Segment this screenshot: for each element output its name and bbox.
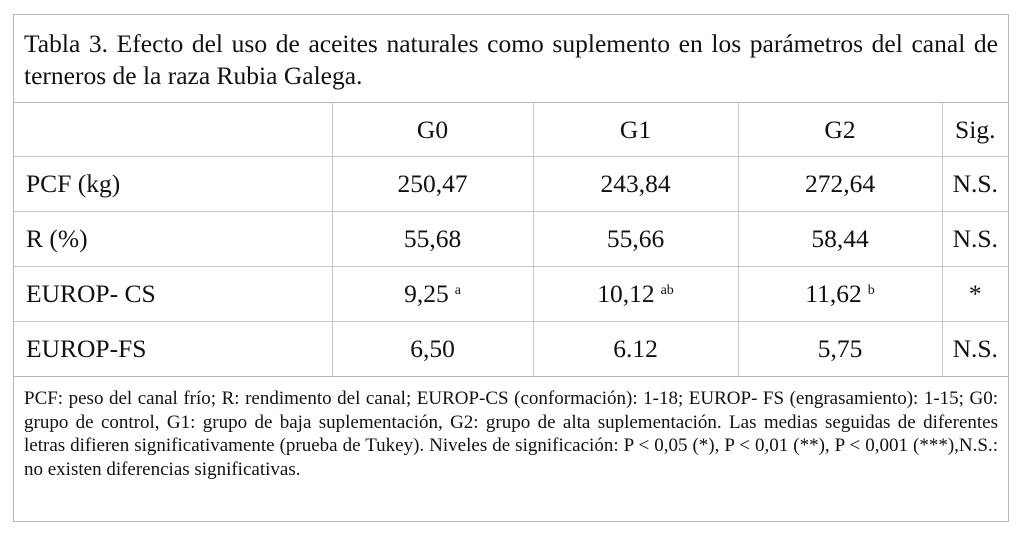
- cell-sig: N.S.: [942, 322, 1008, 377]
- cell-value: 250,47: [397, 169, 468, 198]
- table-row: [14, 212, 1008, 267]
- cell-g2: [738, 267, 942, 322]
- cell-value: 11,62: [805, 279, 862, 308]
- cell-value: 243,84: [600, 169, 671, 198]
- significance-letter: a: [454, 283, 461, 299]
- cell-g1: [533, 212, 738, 267]
- cell-value: 58,44: [811, 224, 869, 253]
- row-label: EUROP- CS: [14, 267, 332, 322]
- cell-g2: [738, 322, 942, 377]
- significance-letter: b: [867, 283, 875, 299]
- cell-value: 5,75: [817, 334, 863, 363]
- cell-g2: [738, 157, 942, 212]
- header-cell-sig: Sig.: [942, 103, 1008, 157]
- cell-g1: [533, 322, 738, 377]
- cell-value: 10,12: [597, 279, 655, 308]
- cell-g2: [738, 212, 942, 267]
- table-row: [14, 267, 1008, 322]
- cell-g1: [533, 157, 738, 212]
- header-cell-g2: G2: [738, 103, 942, 157]
- cell-sig: *: [942, 267, 1008, 322]
- table-footnote: PCF: peso del canal frío; R: rendimento del canal; EUROP-CS (conformación): 1-18; EUROP- FS (engrasamiento): 1-15; G0: grupo de control, G1: grupo de baja suplementación, G2: grupo de alta suplementación. Las medias seguidas de diferentes letras difieren significativamente (prueba de Tukey). Niveles de significación: P < 0,05 (*), P < 0,01 (**), P < 0,001 (***),N.S.: no existen diferencias significativas.: [24, 388, 998, 480]
- table-row: [14, 157, 1008, 212]
- table-caption: Tabla 3. Efecto del uso de aceites naturales como suplemento en los parámetros del canal de terneros de la raza Rubia Galega.: [14, 15, 1008, 103]
- row-label: PCF (kg): [14, 157, 332, 212]
- cell-sig: N.S.: [942, 212, 1008, 267]
- cell-value: 55,68: [403, 224, 462, 253]
- cell-value: 272,64: [804, 169, 876, 198]
- results-table: [14, 103, 1008, 377]
- cell-g0: [332, 157, 533, 212]
- cell-sig: N.S.: [942, 157, 1008, 212]
- row-label: EUROP-FS: [14, 322, 332, 377]
- cell-value: 6.12: [613, 334, 658, 363]
- row-label: R (%): [14, 212, 332, 267]
- significance-letter: ab: [660, 283, 674, 299]
- header-cell-g1: G1: [533, 103, 738, 157]
- cell-g0: [332, 267, 533, 322]
- table-frame: [13, 14, 1009, 522]
- table-row: [14, 322, 1008, 377]
- header-row: [14, 103, 1008, 157]
- header-cell-empty: [14, 103, 332, 157]
- cell-g0: [332, 322, 533, 377]
- cell-value: 55,66: [606, 224, 665, 253]
- cell-value: 6,50: [410, 334, 455, 363]
- cell-g1: [533, 267, 738, 322]
- cell-g0: [332, 212, 533, 267]
- header-cell-g0: G0: [332, 103, 533, 157]
- cell-value: 9,25: [404, 279, 449, 308]
